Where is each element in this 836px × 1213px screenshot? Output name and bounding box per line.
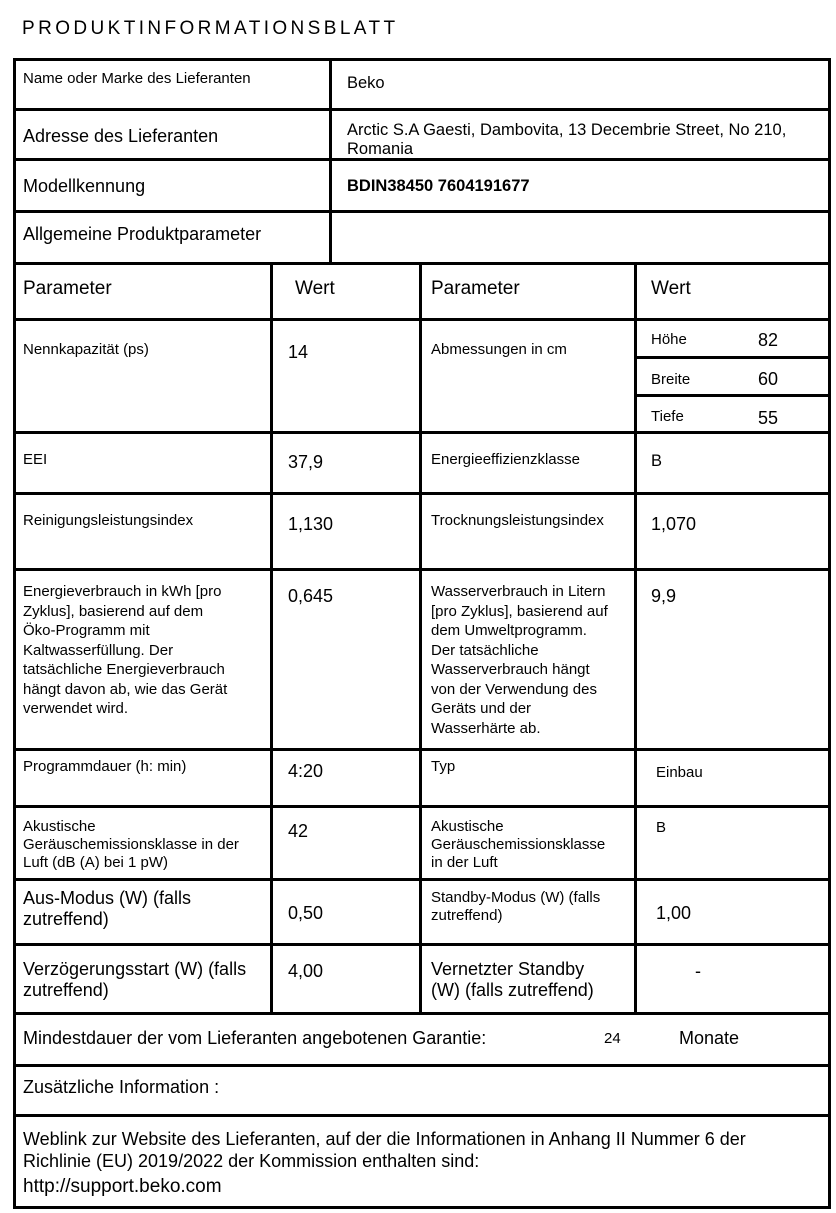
weblink-text: Weblink zur Website des Lieferanten, auf der die Informationen in Anhang II Nummer 6 der [23, 1129, 746, 1149]
divider [13, 431, 831, 434]
text-line: Vernetzter Standby [431, 959, 585, 979]
param-value: 1,00 [656, 903, 692, 923]
model-value: BDIN38450 7604191677 [347, 177, 530, 195]
param-value: 42 [288, 821, 309, 841]
divider [13, 568, 831, 571]
weblink-url[interactable]: http://support.beko.com [23, 1176, 222, 1197]
text-line: Geräuschemissionsklasse in der [23, 836, 239, 853]
divider [634, 262, 637, 1014]
text-line: Geräts und der [431, 700, 532, 717]
divider [13, 262, 831, 265]
param-label: Abmessungen in cm [431, 341, 567, 358]
param-value: B [656, 819, 667, 836]
param-description [23, 959, 246, 1001]
param-value: 4:20 [288, 761, 324, 781]
supplier-address-line: Arctic S.A Gaesti, Dambovita, 13 Decembrie Street, No 210, [347, 121, 787, 139]
dimension-label: Tiefe [651, 408, 684, 425]
warranty-value: 24 [604, 1030, 621, 1047]
text-line: dem Umweltprogramm. [431, 622, 587, 639]
column-header: Parameter [23, 278, 112, 299]
param-value: 0,645 [288, 586, 334, 606]
text-line: Öko-Programm mit [23, 622, 150, 639]
divider [13, 1114, 831, 1117]
divider [270, 262, 273, 1014]
warranty-unit: Monate [679, 1028, 740, 1048]
page-title: PRODUKTINFORMATIONSBLATT [22, 18, 399, 39]
param-value: 14 [288, 342, 309, 362]
divider [329, 58, 332, 264]
text-line: Geräuschemissionsklasse [431, 836, 606, 853]
text-line: (W) (falls zutreffend) [431, 980, 594, 1000]
text-line: Wasserverbrauch hängt [431, 661, 590, 678]
text-line: zutreffend) [23, 909, 109, 929]
text-line: hängt davon ab, wie das Gerät [23, 680, 228, 698]
text-line: Der tatsächliche [431, 641, 539, 659]
divider [13, 748, 831, 751]
text-line: Wasserverbrauch in Litern [431, 583, 606, 600]
text-line: in der Luft [431, 854, 498, 871]
param-value: Einbau [656, 764, 703, 781]
column-header: Wert [295, 278, 335, 299]
param-value: 0,50 [288, 903, 324, 923]
param-label: Typ [431, 758, 456, 775]
text-line: Aus-Modus (W) (falls [23, 888, 192, 908]
dimension-label: Höhe [651, 331, 687, 348]
supplier-name-label: Name oder Marke des Lieferanten [23, 70, 251, 87]
text-line: Akustische [431, 818, 504, 835]
divider [13, 805, 831, 808]
text-line: [pro Zyklus], basierend auf [431, 602, 608, 620]
weblink-text: Richlinie (EU) 2019/2022 der Kommission enthalten sind: [23, 1151, 480, 1171]
column-header: Parameter [431, 278, 520, 299]
param-value: 1,130 [288, 514, 334, 534]
param-value: 37,9 [288, 452, 324, 472]
text-line: Luft (dB (A) bei 1 pW) [23, 854, 169, 871]
param-label: Reinigungsleistungsindex [23, 512, 194, 529]
divider [636, 394, 831, 397]
model-label: Modellkennung [23, 176, 146, 196]
divider [13, 1012, 831, 1015]
supplier-address-line: Romania [347, 140, 414, 158]
param-description [431, 959, 594, 1001]
param-label: Energieeffizienzklasse [431, 451, 580, 468]
divider [13, 943, 831, 946]
text-line: Kaltwasserfüllung. Der [23, 641, 174, 659]
dimension-value: 55 [758, 408, 779, 428]
text-line: verwendet wird. [23, 700, 129, 717]
supplier-address-label: Adresse des Lieferanten [23, 126, 219, 146]
param-value: 9,9 [651, 586, 677, 606]
param-description [23, 888, 191, 930]
text-line: Wasserhärte ab. [431, 719, 541, 737]
param-label: Trocknungsleistungsindex [431, 512, 604, 529]
divider [13, 108, 831, 111]
text-line: Energieverbrauch in kWh [pro [23, 583, 222, 600]
param-value: 4,00 [288, 961, 324, 981]
divider [13, 878, 831, 881]
divider [419, 262, 422, 1014]
divider [13, 158, 831, 161]
divider [13, 318, 831, 321]
text-line: Akustische [23, 818, 96, 835]
general-params-label: Allgemeine Produktparameter [23, 224, 262, 244]
text-line: zutreffend) [23, 980, 109, 1000]
dimension-value: 60 [758, 369, 779, 389]
param-value: 1,070 [651, 514, 697, 534]
text-line: Zyklus], basierend auf dem [23, 602, 204, 620]
param-value: B [651, 452, 663, 470]
param-description [23, 582, 227, 719]
text-line: zutreffend) [431, 907, 503, 924]
param-description [431, 582, 608, 738]
divider [13, 1064, 831, 1067]
param-description [23, 818, 239, 872]
param-label: EEI [23, 451, 48, 468]
divider [13, 492, 831, 495]
param-description [431, 818, 605, 872]
additional-info-label: Zusätzliche Information : [23, 1077, 220, 1097]
text-line: von der Verwendung des [431, 680, 597, 698]
text-line: Standby-Modus (W) (falls [431, 889, 601, 906]
dimension-label: Breite [651, 371, 691, 388]
param-description [431, 889, 600, 925]
dimension-value: 82 [758, 330, 779, 350]
warranty-label: Mindestdauer der vom Lieferanten angebotenen Garantie: [23, 1028, 487, 1048]
divider [636, 356, 831, 359]
text-line: tatsächliche Energieverbrauch [23, 661, 225, 678]
divider [13, 210, 831, 213]
param-label: Nennkapazität (ps) [23, 341, 149, 358]
param-value: - [695, 961, 701, 981]
supplier-name-value: Beko [347, 74, 385, 92]
column-header: Wert [651, 278, 691, 299]
param-label: Programmdauer (h: min) [23, 758, 187, 775]
text-line: Verzögerungsstart (W) (falls [23, 959, 247, 979]
